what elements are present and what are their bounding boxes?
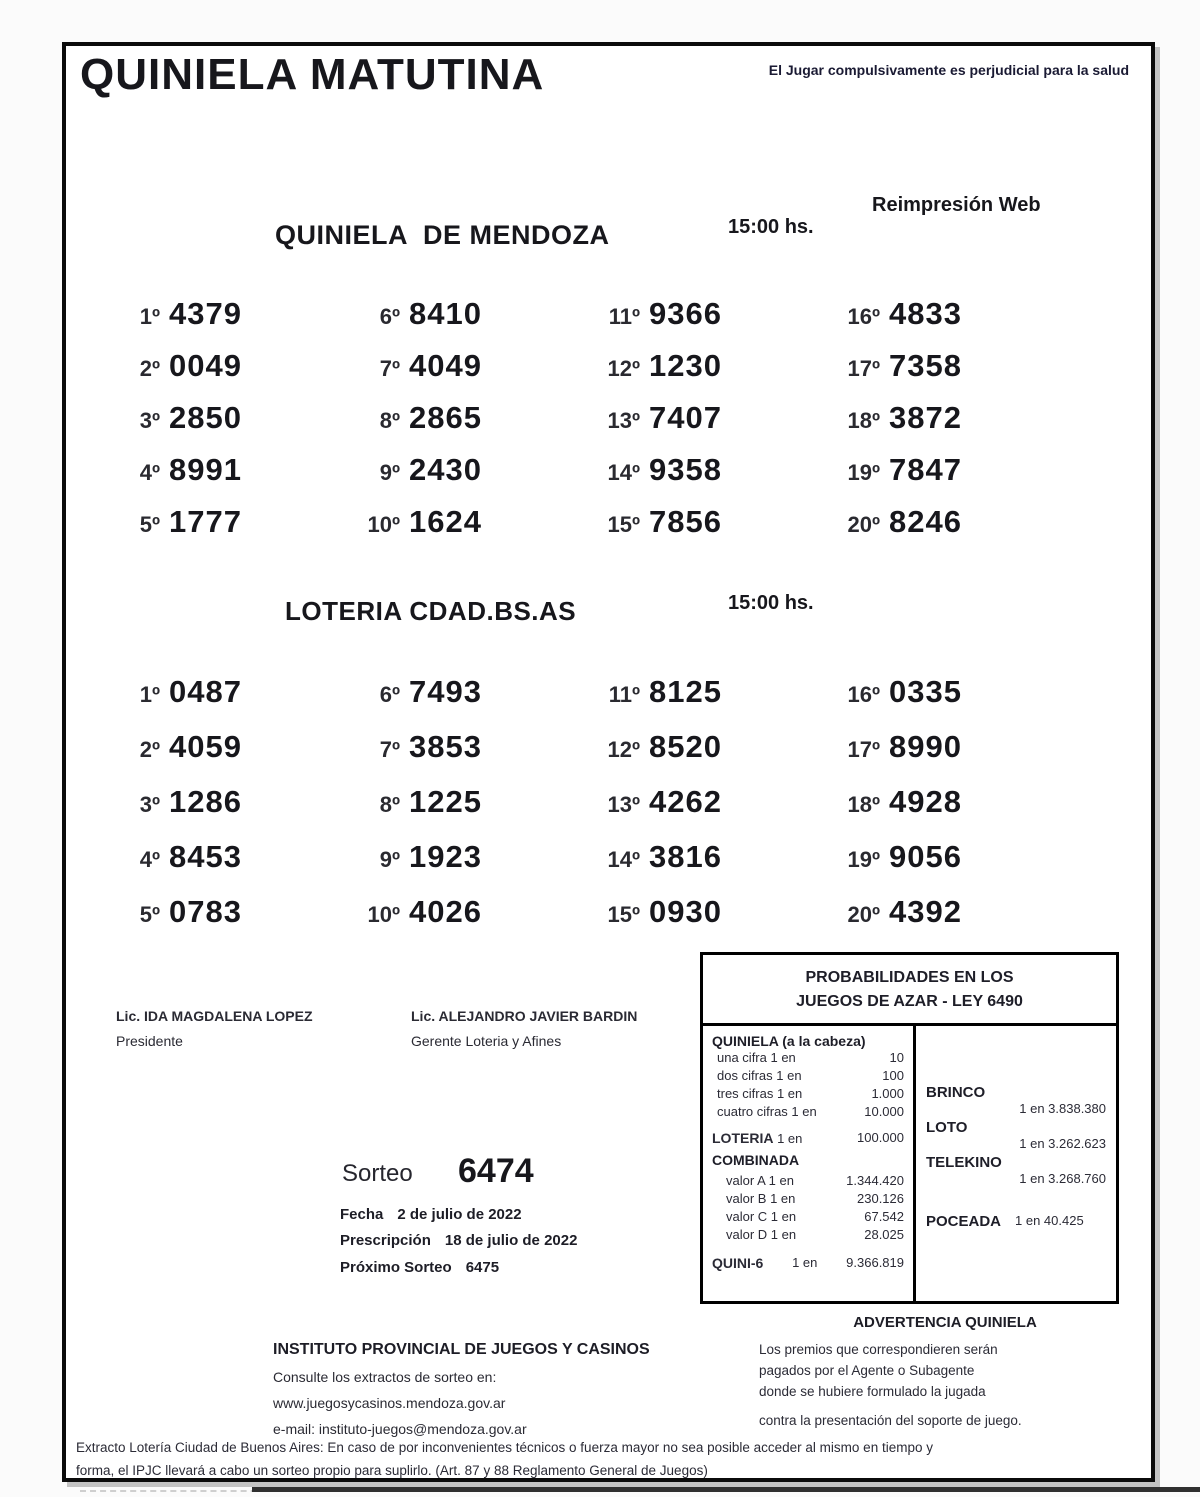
result-number: 1230 <box>649 348 722 383</box>
result-position: 10º <box>367 902 400 927</box>
result-position: 20º <box>847 512 880 537</box>
quiniela-odds-rows <box>712 1049 904 1121</box>
odds-value: 10 <box>889 1050 904 1065</box>
result-cell <box>94 348 334 400</box>
result-position: 19º <box>847 460 880 485</box>
advertencia-title: ADVERTENCIA QUINIELA <box>853 1314 1037 1331</box>
official-role: Gerente Loteria y Afines <box>411 1033 562 1049</box>
result-cell <box>334 784 574 839</box>
quini6-value: 9.366.819 <box>846 1255 904 1270</box>
result-position: 16º <box>847 304 880 329</box>
result-position: 13º <box>607 408 640 433</box>
result-number: 8125 <box>649 674 722 709</box>
result-number: 3872 <box>889 400 962 435</box>
page-title: QUINIELA MATUTINA <box>80 50 545 99</box>
result-number: 7493 <box>409 674 482 709</box>
result-cell <box>574 839 814 894</box>
result-position: 18º <box>847 792 880 817</box>
result-position: 5º <box>139 512 160 537</box>
poceada-name: POCEADA <box>926 1213 1002 1230</box>
institute-email: e-mail: instituto-juegos@mendoza.gov.ar <box>273 1421 527 1437</box>
probabilities-right-panel <box>916 1026 1116 1302</box>
result-number: 1624 <box>409 504 482 539</box>
result-cell <box>94 296 334 348</box>
odds-value: 1.000 <box>871 1086 904 1101</box>
result-number: 4059 <box>169 729 242 764</box>
result-cell <box>334 729 574 784</box>
game-odds: 1 en 3.262.623 <box>1019 1136 1106 1151</box>
game-name: BRINCO <box>926 1084 986 1101</box>
result-position: 14º <box>607 847 640 872</box>
poceada-odds-row <box>926 1213 1106 1230</box>
odds-label: valor D 1 en <box>726 1227 797 1242</box>
prescripcion-row <box>340 1232 577 1249</box>
result-position: 2º <box>139 356 160 381</box>
result-position: 15º <box>607 512 640 537</box>
proximo-sorteo-row <box>340 1259 499 1276</box>
result-position: 3º <box>139 792 160 817</box>
official-manager <box>411 1008 637 1049</box>
odds-label: una cifra 1 en <box>717 1050 796 1065</box>
odds-value: 100 <box>882 1068 904 1083</box>
result-number: 4379 <box>169 296 242 331</box>
results-grid-mendoza <box>94 296 1054 556</box>
result-number: 7847 <box>889 452 962 487</box>
prescripcion-label: Prescripción <box>340 1232 431 1249</box>
result-number: 7407 <box>649 400 722 435</box>
result-position: 11º <box>608 304 640 329</box>
result-cell <box>814 296 1054 348</box>
game-odds-block <box>926 1154 1106 1187</box>
game-odds-block <box>926 1084 1106 1117</box>
result-position: 9º <box>379 847 400 872</box>
result-cell <box>94 784 334 839</box>
quini6-odds-row <box>712 1254 904 1272</box>
advertencia-line: contra la presentación del soporte de juego. <box>759 1413 1022 1428</box>
advertencia-line: Los premios que correspondieren serán <box>759 1342 998 1357</box>
result-number: 0335 <box>889 674 962 709</box>
result-position: 12º <box>607 737 640 762</box>
odds-value: 10.000 <box>864 1104 904 1119</box>
result-cell <box>334 296 574 348</box>
institute-block <box>273 1341 650 1437</box>
odds-row <box>712 1085 904 1103</box>
result-position: 18º <box>847 408 880 433</box>
quiniela-odds-header: QUINIELA (a la cabeza) <box>712 1033 866 1049</box>
quini6-mid: 1 en <box>792 1255 818 1270</box>
result-number: 4049 <box>409 348 482 383</box>
result-cell <box>814 452 1054 504</box>
probabilities-title <box>703 955 1116 1026</box>
result-number: 0049 <box>169 348 242 383</box>
prescripcion-value: 18 de julio de 2022 <box>444 1232 578 1249</box>
official-role: Presidente <box>116 1033 183 1049</box>
result-number: 4262 <box>649 784 722 819</box>
result-number: 3853 <box>409 729 482 764</box>
result-cell <box>94 504 334 556</box>
result-position: 9º <box>379 460 400 485</box>
result-cell <box>94 400 334 452</box>
footer-line2: forma, el IPJC llevará a cabo un sorteo propio para suplirlo. (Art. 87 y 88 Reglamento General de Juegos) <box>76 1463 708 1478</box>
game-odds: 1 en 3.268.760 <box>1019 1171 1106 1186</box>
result-number: 4392 <box>889 894 962 929</box>
odds-value: 67.542 <box>864 1209 904 1224</box>
probabilities-box <box>700 952 1119 1304</box>
game-odds-block <box>926 1119 1106 1152</box>
result-cell <box>334 839 574 894</box>
draw-time-bsas: 15:00 hs. <box>728 592 814 614</box>
result-number: 1777 <box>169 504 242 539</box>
draw-title-mendoza: QUINIELA DE MENDOZA <box>275 220 610 250</box>
loteria-odds-row <box>712 1129 904 1148</box>
result-position: 2º <box>139 737 160 762</box>
fecha-row <box>340 1206 522 1223</box>
result-position: 7º <box>379 737 400 762</box>
odds-label: valor C 1 en <box>726 1209 797 1224</box>
loteria-odds-mid: 1 en <box>777 1131 803 1146</box>
result-position: 16º <box>847 682 880 707</box>
game-odds: 1 en 3.838.380 <box>1019 1101 1106 1116</box>
result-cell <box>574 296 814 348</box>
odds-row <box>712 1226 904 1244</box>
probabilities-left-panel <box>703 1026 916 1302</box>
result-number: 9056 <box>889 839 962 874</box>
draw-time-mendoza: 15:00 hs. <box>728 216 814 238</box>
result-position: 4º <box>139 460 160 485</box>
result-position: 14º <box>607 460 640 485</box>
result-position: 10º <box>367 512 400 537</box>
result-number: 7358 <box>889 348 962 383</box>
proximo-sorteo-value: 6475 <box>465 1259 500 1276</box>
result-cell <box>574 348 814 400</box>
result-cell <box>334 504 574 556</box>
result-number: 1286 <box>169 784 242 819</box>
result-cell <box>814 348 1054 400</box>
fecha-label: Fecha <box>340 1206 384 1223</box>
sorteo-label: Sorteo <box>342 1160 413 1187</box>
result-cell <box>94 452 334 504</box>
result-number: 8410 <box>409 296 482 331</box>
sorteo-number: 6474 <box>458 1152 534 1190</box>
result-cell <box>574 452 814 504</box>
result-cell <box>94 894 334 949</box>
result-cell <box>814 784 1054 839</box>
result-position: 13º <box>607 792 640 817</box>
result-number: 1225 <box>409 784 482 819</box>
official-name: Lic. ALEJANDRO JAVIER BARDIN <box>411 1008 638 1024</box>
odds-label: cuatro cifras 1 en <box>717 1104 817 1119</box>
result-cell <box>94 729 334 784</box>
result-position: 6º <box>379 682 400 707</box>
odds-label: valor A 1 en <box>726 1173 794 1188</box>
footer-note <box>76 1436 1138 1482</box>
loteria-odds-label: LOTERIA <box>712 1130 774 1146</box>
odds-row <box>712 1172 904 1190</box>
result-cell <box>574 729 814 784</box>
result-position: 15º <box>607 902 640 927</box>
result-cell <box>574 894 814 949</box>
result-position: 7º <box>379 356 400 381</box>
odds-row <box>712 1103 904 1121</box>
result-position: 20º <box>847 902 880 927</box>
result-number: 7856 <box>649 504 722 539</box>
result-cell <box>574 400 814 452</box>
result-position: 19º <box>847 847 880 872</box>
result-position: 5º <box>139 902 160 927</box>
result-cell <box>334 400 574 452</box>
result-cell <box>574 784 814 839</box>
quini6-label: QUINI-6 <box>712 1255 764 1271</box>
odds-label: dos cifras 1 en <box>717 1068 802 1083</box>
result-position: 8º <box>379 408 400 433</box>
document-border-box <box>62 42 1155 1482</box>
odds-row <box>712 1049 904 1067</box>
result-number: 9366 <box>649 296 722 331</box>
results-grid-bsas <box>94 674 1054 949</box>
result-cell <box>334 894 574 949</box>
result-number: 2865 <box>409 400 482 435</box>
result-cell <box>814 504 1054 556</box>
result-position: 17º <box>847 737 880 762</box>
institute-website: www.juegosycasinos.mendoza.gov.ar <box>273 1395 506 1411</box>
result-number: 0487 <box>169 674 242 709</box>
result-number: 8246 <box>889 504 962 539</box>
odds-row <box>712 1208 904 1226</box>
result-cell <box>334 674 574 729</box>
result-cell <box>94 839 334 894</box>
official-president <box>116 1008 313 1049</box>
institute-name: INSTITUTO PROVINCIAL DE JUEGOS Y CASINOS <box>273 1341 650 1358</box>
result-position: 11º <box>608 682 640 707</box>
result-position: 1º <box>139 682 160 707</box>
footer-line1: Extracto Lotería Ciudad de Buenos Aires: En caso de por inconvenientes técnicos o fuerza mayor no sea posible acceder al mismo en tiempo y <box>76 1440 933 1455</box>
advertencia-line: pagados por el Agente o Subagente <box>759 1363 975 1378</box>
combinada-header: COMBINADA <box>712 1152 800 1168</box>
advertencia-line: donde se hubiere formulado la jugada <box>759 1384 986 1399</box>
institute-consult-line: Consulte los extractos de sorteo en: <box>273 1369 497 1385</box>
bottom-partial-bar <box>252 1487 1200 1492</box>
official-name: Lic. IDA MAGDALENA LOPEZ <box>116 1008 313 1024</box>
result-position: 8º <box>379 792 400 817</box>
result-position: 17º <box>847 356 880 381</box>
result-cell <box>814 400 1054 452</box>
result-cell <box>574 504 814 556</box>
result-position: 3º <box>139 408 160 433</box>
result-cell <box>814 674 1054 729</box>
result-number: 2430 <box>409 452 482 487</box>
odds-value: 28.025 <box>864 1227 904 1242</box>
result-cell <box>334 452 574 504</box>
odds-value: 1.344.420 <box>846 1173 904 1188</box>
result-number: 8453 <box>169 839 242 874</box>
result-number: 3816 <box>649 839 722 874</box>
result-cell <box>334 348 574 400</box>
odds-value: 230.126 <box>857 1191 904 1206</box>
probabilities-title-line2: JUEGOS DE AZAR - LEY 6490 <box>796 993 1023 1010</box>
result-cell <box>814 894 1054 949</box>
result-number: 4026 <box>409 894 482 929</box>
result-number: 0783 <box>169 894 242 929</box>
result-cell <box>814 729 1054 784</box>
game-name: LOTO <box>926 1119 968 1136</box>
advertencia-lines <box>759 1339 1131 1431</box>
result-number: 2850 <box>169 400 242 435</box>
odds-label: tres cifras 1 en <box>717 1086 803 1101</box>
result-number: 0930 <box>649 894 722 929</box>
reprint-web-label: Reimpresión Web <box>872 194 1041 216</box>
advertencia-block <box>759 1314 1131 1431</box>
result-cell <box>574 674 814 729</box>
game-name: TELEKINO <box>926 1154 1002 1171</box>
result-position: 12º <box>607 356 640 381</box>
result-number: 8991 <box>169 452 242 487</box>
loteria-odds-value: 100.000 <box>857 1130 904 1145</box>
result-number: 4833 <box>889 296 962 331</box>
combinada-odds-rows <box>712 1172 904 1244</box>
result-number: 9358 <box>649 452 722 487</box>
result-position: 6º <box>379 304 400 329</box>
draw-title-bsas: LOTERIA CDAD.BS.AS <box>285 596 577 626</box>
fecha-value: 2 de julio de 2022 <box>397 1206 522 1223</box>
odds-row <box>712 1067 904 1085</box>
poceada-odds: 1 en 40.425 <box>1015 1213 1084 1228</box>
probabilities-title-line1: PROBABILIDADES EN LOS <box>805 969 1014 986</box>
result-position: 4º <box>139 847 160 872</box>
result-position: 1º <box>139 304 160 329</box>
proximo-sorteo-label: Próximo Sorteo <box>340 1259 452 1276</box>
result-cell <box>814 839 1054 894</box>
result-number: 4928 <box>889 784 962 819</box>
result-number: 8520 <box>649 729 722 764</box>
result-cell <box>94 674 334 729</box>
odds-label: valor B 1 en <box>726 1191 796 1206</box>
health-warning-text: El Jugar compulsivamente es perjudicial para la salud <box>768 62 1129 78</box>
other-games-list <box>926 1084 1106 1187</box>
result-number: 8990 <box>889 729 962 764</box>
result-number: 1923 <box>409 839 482 874</box>
odds-row <box>712 1190 904 1208</box>
